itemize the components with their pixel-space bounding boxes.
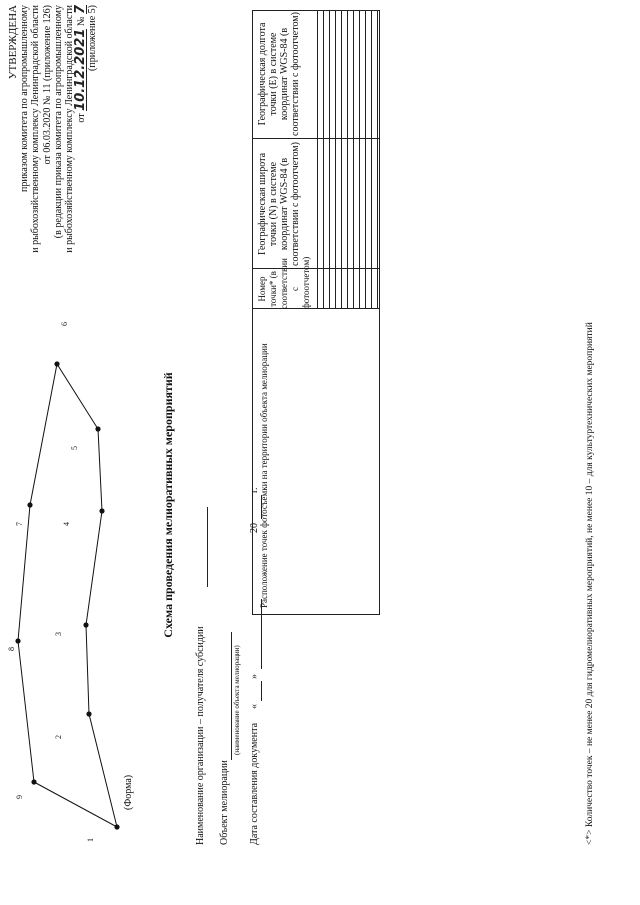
photo-point (54, 361, 59, 366)
day-underline (261, 681, 262, 701)
photo-point-label: 6 (60, 322, 69, 326)
handwritten-number: 7 (73, 5, 89, 15)
photo-point (114, 824, 119, 829)
diagram-caption: Расположение точек фотосъемки на территории объекта мелиорации (259, 343, 269, 608)
photo-point (95, 426, 100, 431)
photo-point-label: 4 (62, 522, 71, 526)
table-row-line (347, 11, 348, 309)
photo-point-label: 9 (15, 795, 24, 799)
date-close-quote: » (249, 674, 260, 679)
table-row-line (341, 11, 342, 309)
table-divider-3 (253, 138, 379, 139)
photo-point-label: 3 (54, 632, 63, 636)
photo-point-label: 5 (70, 446, 79, 450)
approval-line-1: приказом комитета по агропромышленному (19, 5, 31, 193)
header-point-number: Номер точки* (в соответствии с фотоотчетом) (257, 256, 311, 309)
approval-appendix: (приложение 5) (87, 5, 99, 71)
approval-block (8, 5, 99, 255)
approval-heading: УТВЕРЖДЕНА (7, 5, 19, 80)
approval-line-2: и рыбохозяйственному комплексу Ленинградской области (30, 5, 42, 253)
number-prefix: № (76, 16, 88, 27)
table-row-line (353, 11, 354, 309)
date-open-quote: « (249, 704, 260, 709)
table-row-line (365, 11, 366, 309)
photo-point-label: 1 (86, 838, 95, 842)
handwritten-date: 10.12.2021 (73, 28, 89, 111)
object-underline (231, 632, 232, 760)
photo-point (99, 508, 104, 513)
photo-point-label: 7 (15, 522, 24, 526)
object-boundary (18, 364, 117, 827)
photo-point-label: 2 (54, 735, 63, 739)
photo-point (83, 622, 88, 627)
table-row-line (377, 11, 378, 309)
table-row-line (371, 11, 372, 309)
table-row-line (329, 11, 330, 309)
header-longitude: Географическая долгота точки (E) в системе координат WGS-84 (в соответствии с фотоотчетом) (257, 12, 301, 136)
approval-line-3: от 06.03.2020 № 11 (приложение 126) (41, 5, 53, 165)
year-suffix: г. (249, 487, 260, 493)
object-hint: (наименование объекта мелиорации) (233, 645, 241, 755)
organization-label: Наименование организации – получателя субсидии (195, 626, 206, 845)
date-label: Дата составления документа (249, 722, 260, 845)
organization-underline (207, 507, 208, 587)
photo-point (15, 638, 20, 643)
form-label: (Форма) (123, 774, 134, 810)
object-label: Объект мелиорации (219, 760, 230, 845)
table-row-line (323, 11, 324, 309)
photo-points (7, 322, 120, 842)
from-prefix: от (76, 113, 88, 123)
photo-point (86, 711, 91, 716)
table-row-line (359, 11, 360, 309)
year-prefix: 20 (249, 523, 260, 533)
footnote: <*> Количество точек – не менее 20 для гидромелиоративных мероприятий, не менее 10 – для культуртехнических мероприятий (585, 322, 595, 845)
header-separator (317, 11, 318, 309)
document-title: Схема проведения мелиоративных мероприятий (161, 372, 175, 638)
approval-date-line (75, 5, 87, 255)
photo-point-label: 8 (7, 647, 16, 651)
approval-line-4: (в редакции приказа комитета по агропромышленному (52, 5, 64, 239)
photo-point (27, 502, 32, 507)
approval-line-5: и рыбохозяйственному комплексу Ленинградской области (64, 5, 76, 253)
table-row-line (335, 11, 336, 309)
header-latitude: Географическая широта точки (N) в системе координат WGS-84 (в соответствии с фотоотчетом) (257, 142, 301, 266)
photo-point (31, 779, 36, 784)
